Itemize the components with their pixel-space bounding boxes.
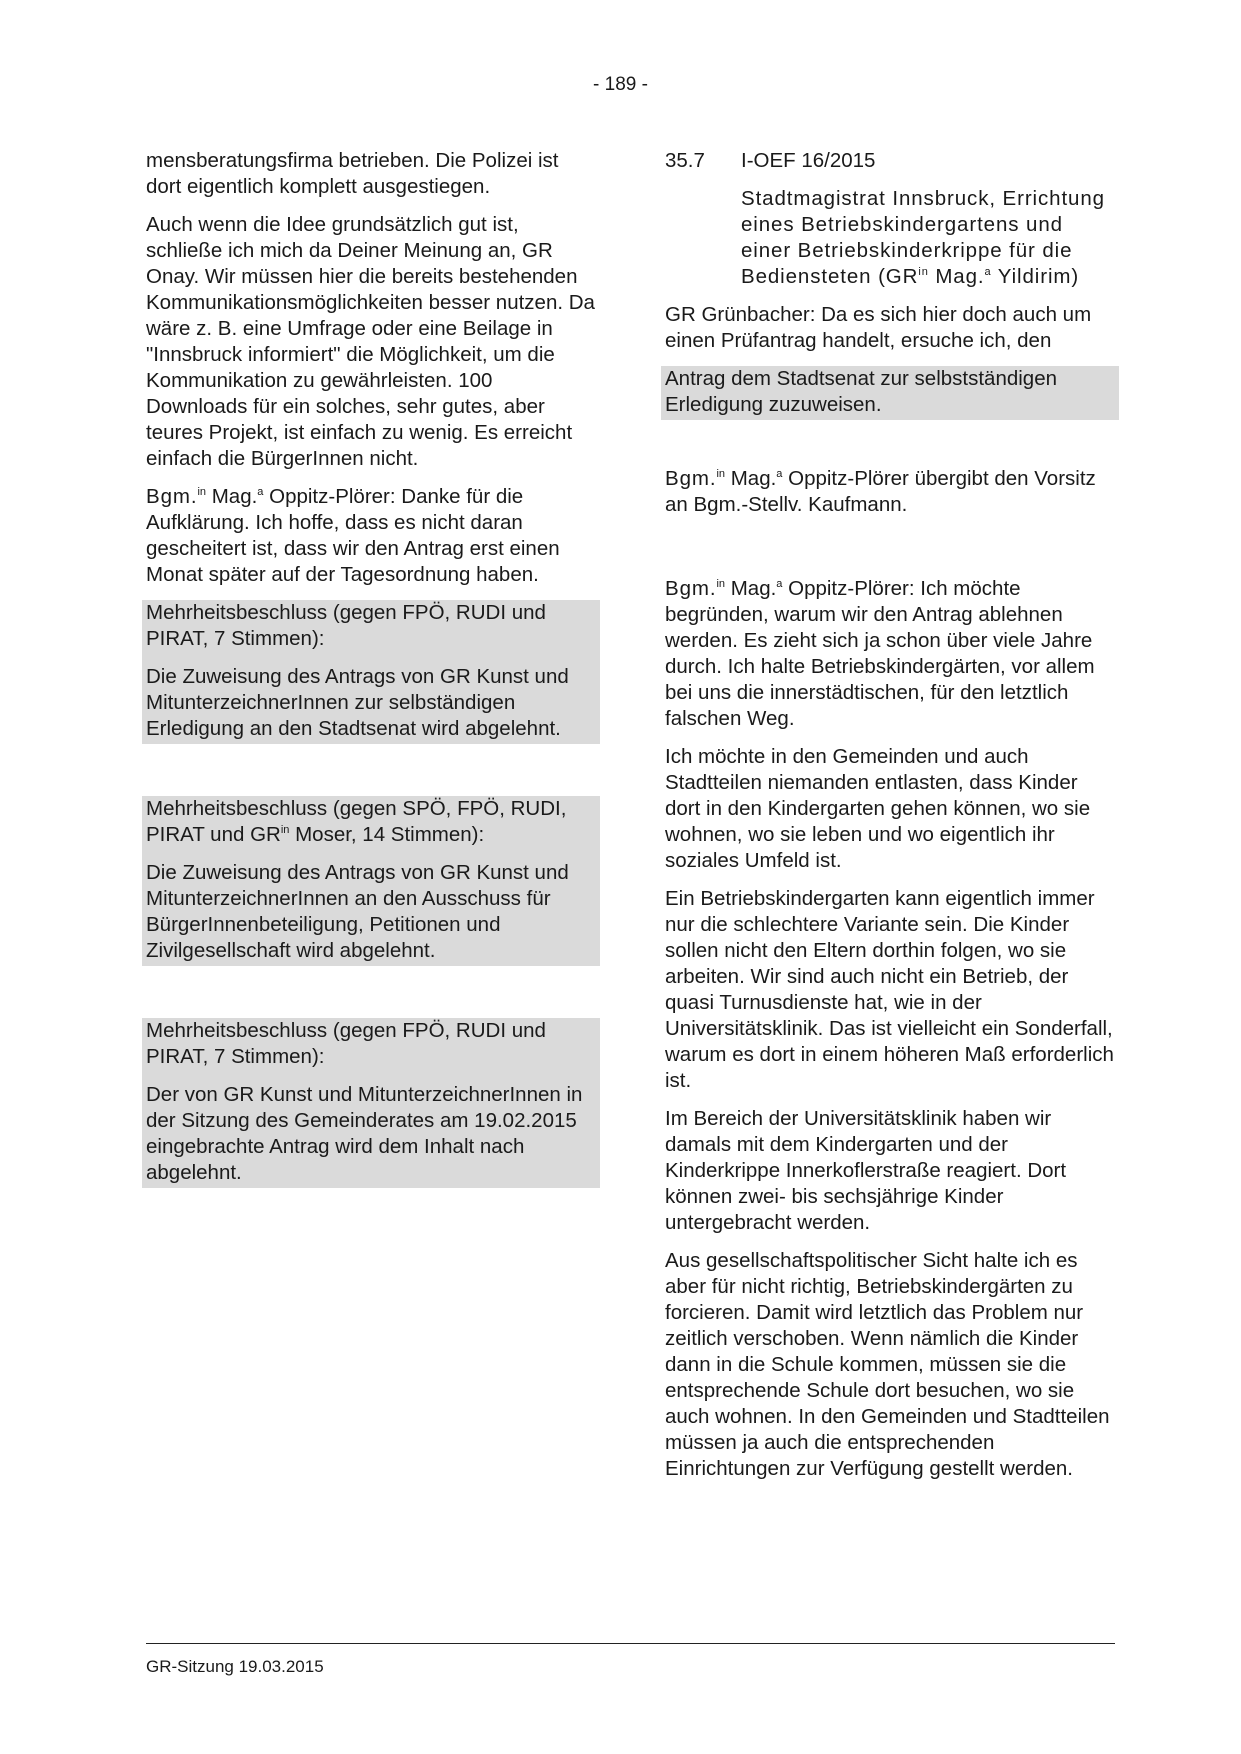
superscript: in bbox=[197, 486, 207, 498]
resolution-block-2 bbox=[142, 796, 600, 966]
page-number: - 189 - bbox=[593, 74, 648, 95]
superscript: in bbox=[716, 468, 726, 480]
right-paragraph-6: Im Bereich der Universitätsklinik haben wir damals mit dem Kindergarten und der Kinderkrippe Innerkoflerstraße reagiert. Dort können zwei- bis sechsjährige Kinder untergebracht werden. bbox=[665, 1107, 1067, 1234]
right-paragraph-2 bbox=[665, 466, 1115, 518]
left-paragraph-1: mensberatungsfirma betrieben. Die Polizei ist dort eigentlich komplett ausgestiegen. bbox=[146, 149, 559, 198]
left-paragraph-2: Auch wenn die Idee grundsätzlich gut ist, schließe ich mich da Deiner Meinung an, GR Onay. Wir müssen hier die bereits bestehenden Kommunikationsmöglichkeiten besser nutzen. Da wäre z. B. eine Umfrage oder eine Beilage in "Innsbruck informiert" die Möglichkeit, um die Kommunikation zu gewährleisten. 100 Downloads für ein solches, sehr gutes, aber teures Projekt, ist einfach zu wenig. Es erreicht einfach die BürgerInnen nicht. bbox=[146, 213, 595, 470]
agenda-item-title-text: Stadtmagistrat Innsbruck, Errichtung eines Betriebskindergartens und einer Betriebskinderkrippe für die Bediensteten (GR bbox=[741, 187, 1105, 288]
agenda-item-title bbox=[741, 186, 1115, 290]
paragraph-text: Oppitz-Plörer: Ich möchte begründen, warum wir den Antrag ablehnen werden. Es zieht sich ja schon über viele Jahre durch. Ich halte Betriebskindergärten, vor allem bei uns die innerstädtischen, für den letztlich falschen Weg. bbox=[665, 577, 1095, 730]
right-paragraph-1: GR Grünbacher: Da es sich hier doch auch um einen Prüfantrag handelt, ersuche ich, den bbox=[665, 303, 1092, 352]
right-paragraph-3 bbox=[665, 576, 1115, 732]
left-paragraph-3 bbox=[146, 484, 596, 588]
motion-text: Antrag dem Stadtsenat zur selbstständigen Erledigung zuzuweisen. bbox=[665, 367, 1058, 416]
resolution-heading-text: Mehrheitsbeschluss (gegen SPÖ, FPÖ, RUDI, PIRAT und GR bbox=[146, 797, 567, 846]
agenda-item-number: 35.7 bbox=[665, 149, 705, 172]
right-paragraph-5: Ein Betriebskindergarten kann eigentlich immer nur die schlechtere Variante sein. Die Kinder sollen nicht den Eltern dorthin folgen, wo sie arbeiten. Wir sind auch nicht ein Betrieb, der quasi Turnusdienste hat, wie in der Universitätsklinik. Das ist vielleicht ein Sonderfall, warum es dort in einem höheren Maß erforderlich ist. bbox=[665, 887, 1114, 1092]
resolution-heading: Mehrheitsbeschluss (gegen FPÖ, RUDI und PIRAT, 7 Stimmen): bbox=[146, 1019, 546, 1068]
superscript: in bbox=[280, 824, 290, 836]
superscript: a bbox=[776, 468, 783, 480]
resolution-text: Die Zuweisung des Antrags von GR Kunst und MitunterzeichnerInnen zur selbständigen Erledigung an den Stadtsenat wird abgelehnt. bbox=[146, 665, 569, 740]
resolution-text: Die Zuweisung des Antrags von GR Kunst und MitunterzeichnerInnen an den Ausschuss für BürgerInnenbeteiligung, Petitionen und Zivilgesellschaft wird abgelehnt. bbox=[146, 861, 569, 962]
resolution-heading bbox=[146, 796, 596, 848]
resolution-heading-text: Moser, 14 Stimmen): bbox=[289, 823, 485, 846]
paragraph-text: Oppitz-Plörer: Danke für die Aufklärung. Ich hoffe, dass es nicht daran gescheitert ist, dass wir den Antrag erst einen Monat später auf der Tagesordnung haben. bbox=[146, 485, 560, 586]
paragraph-text: Oppitz-Plörer übergibt den Vorsitz an Bgm.-Stellv. Kaufmann. bbox=[665, 467, 1096, 516]
speaker-title: Mag. bbox=[725, 577, 777, 600]
agenda-item-title-text: Mag. bbox=[928, 265, 985, 288]
speaker-title: Mag. bbox=[206, 485, 258, 508]
superscript: in bbox=[918, 266, 929, 278]
agenda-item-header bbox=[665, 148, 1115, 174]
resolution-text: Der von GR Kunst und MitunterzeichnerInnen in der Sitzung des Gemeinderates am 19.02.2015 eingebrachte Antrag wird dem Inhalt nach abgelehnt. bbox=[146, 1083, 583, 1184]
right-paragraph-4: Ich möchte in den Gemeinden und auch Stadtteilen niemanden entlasten, dass Kinder dort in den Kindergarten gehen können, wo sie wohnen, wo sie leben und wo eigentlich ihr soziales Umfeld ist. bbox=[665, 745, 1091, 872]
motion-block bbox=[661, 366, 1119, 420]
speaker-title: Bgm. bbox=[665, 577, 717, 600]
agenda-item-title-text: Yildirim) bbox=[991, 265, 1080, 288]
speaker-title: Bgm. bbox=[146, 485, 198, 508]
speaker-title: Mag. bbox=[725, 467, 777, 490]
superscript: in bbox=[716, 578, 726, 590]
superscript: a bbox=[257, 486, 264, 498]
resolution-heading: Mehrheitsbeschluss (gegen FPÖ, RUDI und PIRAT, 7 Stimmen): bbox=[146, 601, 546, 650]
superscript: a bbox=[984, 266, 992, 278]
footer-text: GR-Sitzung 19.03.2015 bbox=[146, 1657, 324, 1676]
superscript: a bbox=[776, 578, 783, 590]
agenda-item-code: I-OEF 16/2015 bbox=[741, 149, 876, 172]
resolution-block-1 bbox=[142, 600, 600, 744]
left-column bbox=[146, 148, 596, 1188]
right-paragraph-7: Aus gesellschaftspolitischer Sicht halte ich es aber für nicht richtig, Betriebskindergärten zu forcieren. Damit wird letztlich das Problem nur zeitlich verschoben. Wenn nämlich die Kinder dann in die Schule kommen, müssen sie die entsprechende Schule dort besuchen, wo sie auch wohnen. In den Gemeinden und Stadtteilen müssen ja auch die entsprechenden Einrichtungen zur Verfügung gestellt werden. bbox=[665, 1249, 1110, 1480]
footer-divider bbox=[146, 1643, 1115, 1644]
speaker-title: Bgm. bbox=[665, 467, 717, 490]
right-column bbox=[665, 148, 1115, 1494]
resolution-block-3 bbox=[142, 1018, 600, 1188]
